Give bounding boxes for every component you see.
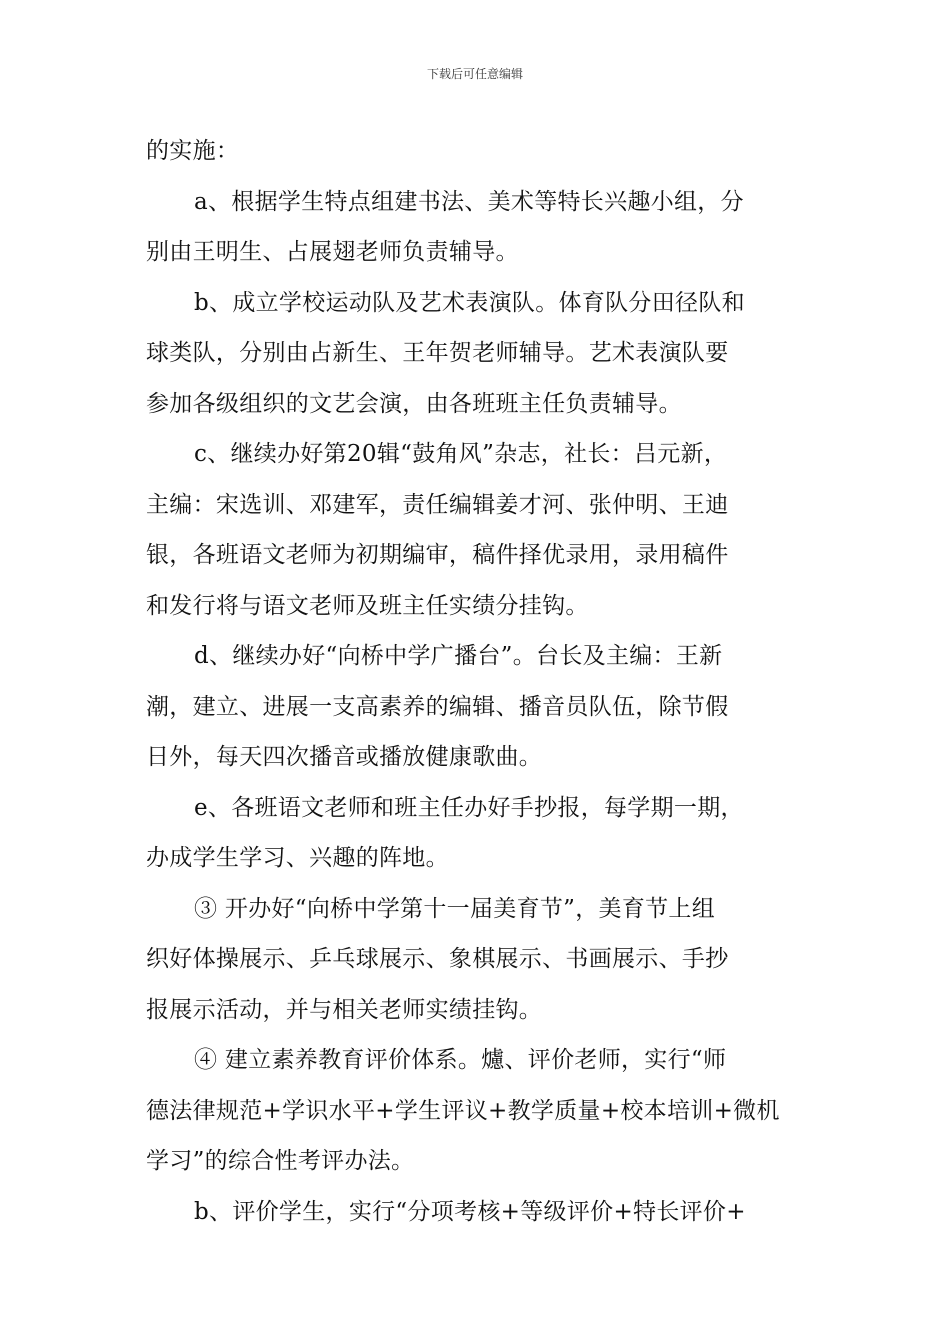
text-line: 织好体操展示、乒乓球展示、象棋展示、书画展示、手抄 (146, 946, 729, 972)
page-header: 下载后可任意编辑 (426, 67, 523, 81)
text-line: a、根据学生特点组建书法、美术等特长兴趣小组，分 (194, 188, 744, 215)
text-line: ③ 开办好“向桥中学第十一届美育节”，美育节上组 (194, 895, 716, 922)
text-line: 银，各班语文老师为初期编审，稿件择优录用，录用稿件 (146, 542, 729, 568)
text-line: 球类队，分别由占新生、王年贺老师辅导。艺术表演队要 (146, 340, 729, 366)
text-line: 报展示活动，并与相关老师实绩挂钩。 (146, 996, 543, 1023)
text-line: 和发行将与语文老师及班主任实绩分挂钩。 (146, 592, 589, 619)
text-line: b、评价学生，实行“分项考核+等级评价+特长评价+ (194, 1198, 746, 1225)
text-line: 学习”的综合性考评办法。 (146, 1148, 415, 1174)
text-line: 德法律规范+学识水平+学生评议+教学质量+校本培训+微机 (146, 1097, 780, 1124)
text-line: b、成立学校运动队及艺术表演队。体育队分田径队和 (194, 289, 745, 316)
text-line: 日外，每天四次播音或播放健康歌曲。 (146, 744, 543, 770)
text-line: 主编：宋选训、邓建军，责任编辑姜才河、张仲明、王迪 (146, 491, 729, 518)
text-line: 的实施： (146, 138, 240, 164)
text-line: 潮，建立、进展一支高素养的编辑、播音员队伍，除节假 (146, 693, 729, 720)
text-line: 别由王明生、占展翅老师负责辅导。 (146, 239, 519, 265)
text-line: c、继续办好第20辑“鼓角风”杂志，社长：吕元新， (194, 441, 728, 467)
text-line: 参加各级组织的文艺会演，由各班班主任负责辅导。 (146, 390, 682, 417)
document-body (146, 126, 810, 1237)
text-line: d、继续办好“向桥中学广播台”。台长及主编：王新 (194, 643, 723, 669)
text-line: e、各班语文老师和班主任办好手抄报，每学期一期， (194, 794, 744, 821)
text-line: 办成学生学习、兴趣的阵地。 (146, 845, 449, 871)
text-line: ④ 建立素养教育评价体系。爈、评价老师，实行“师 (194, 1047, 727, 1073)
